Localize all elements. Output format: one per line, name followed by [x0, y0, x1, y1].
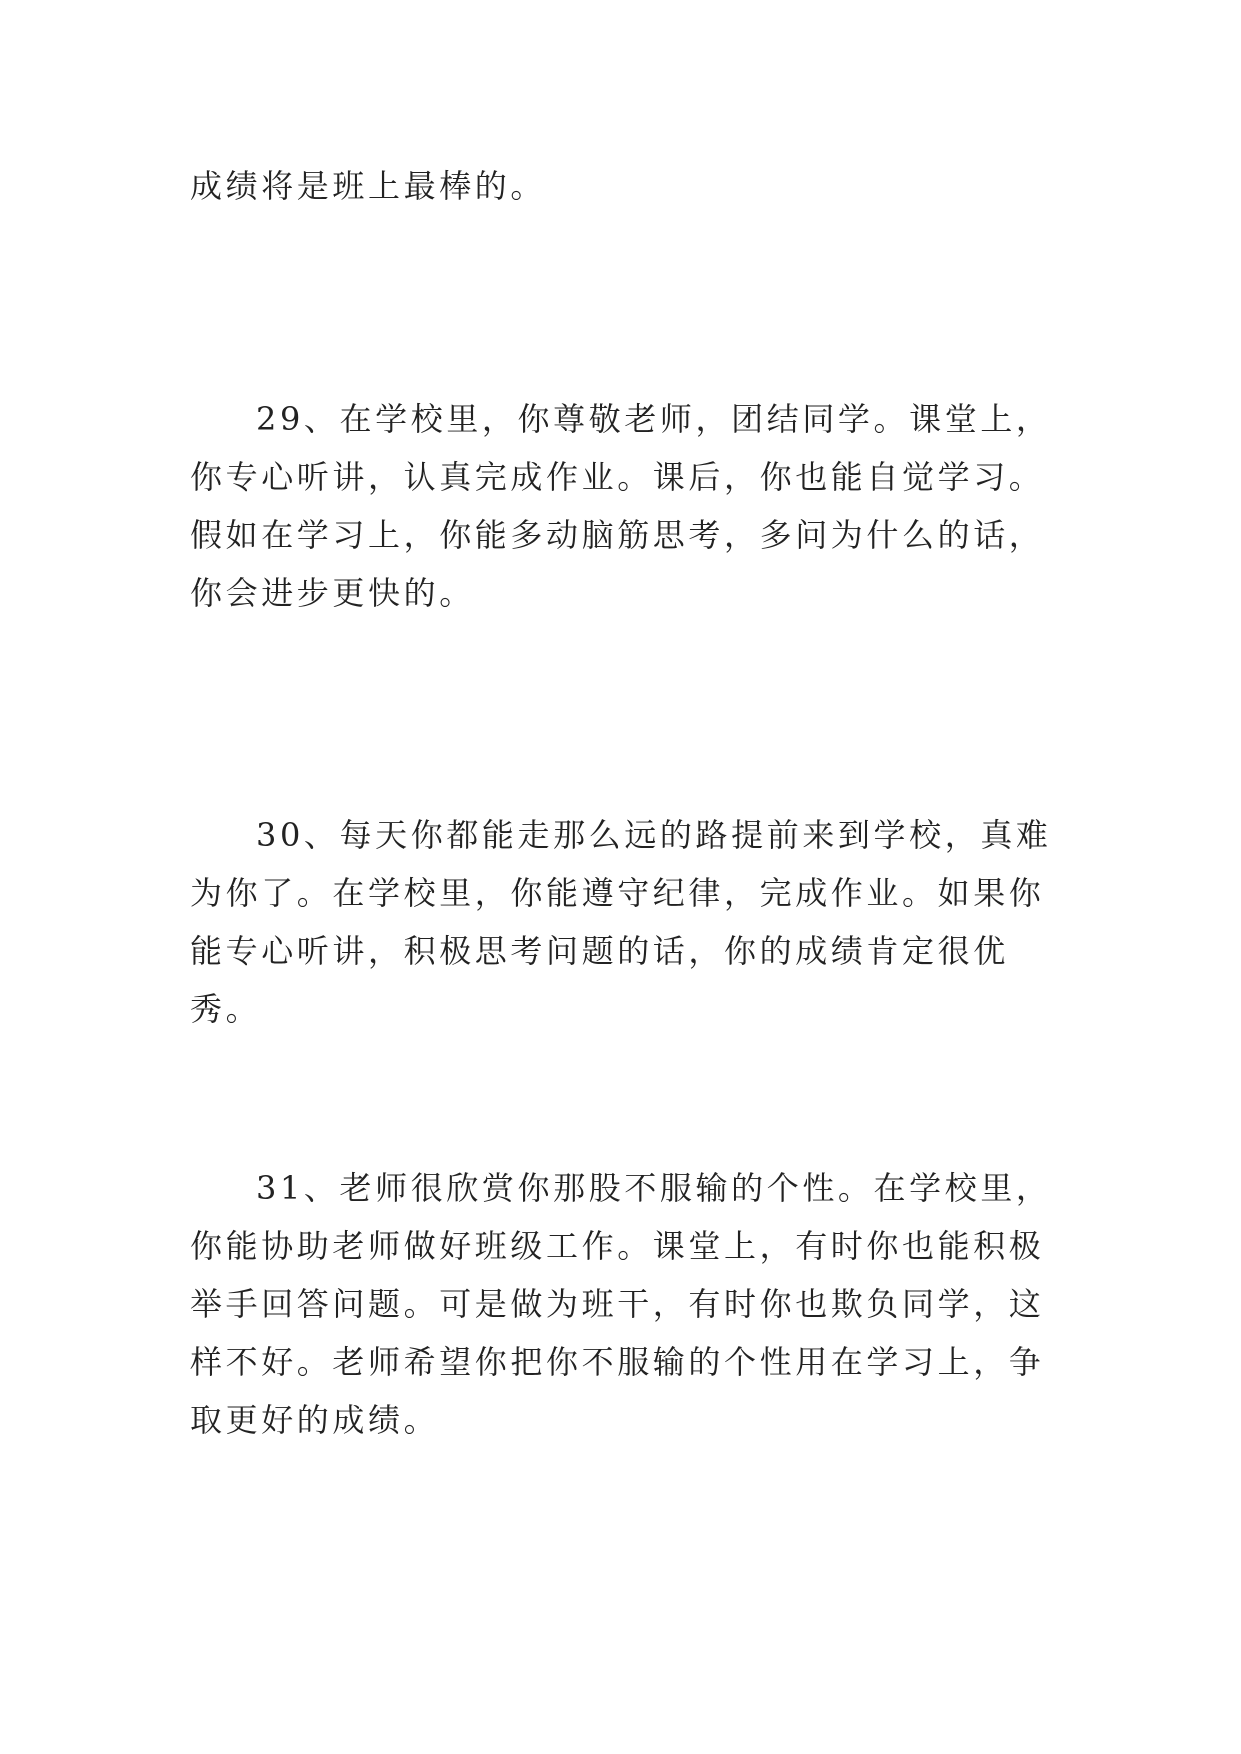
continued-paragraph: 成绩将是班上最棒的。: [190, 167, 547, 205]
paragraph-30: 30、每天你都能走那么远的路提前来到学校，真难为你了。在学校里，你能遵守纪律，完成作业。如果你能专心听讲，积极思考问题的话，你的成绩肯定很优秀。: [190, 816, 1052, 1028]
paragraph-31: 31、老师很欣赏你那股不服输的个性。在学校里，你能协助老师做好班级工作。课堂上，有时你也能积极举手回答问题。可是做为班干，有时你也欺负同学，这样不好。老师希望你把你不服输的个性用在学习上，争取更好的成绩。: [190, 1169, 1052, 1439]
paragraph-29: 29、在学校里，你尊敬老师，团结同学。课堂上，你专心听讲，认真完成作业。课后，你也能自觉学习。假如在学习上，你能多动脑筋思考，多问为什么的话，你会进步更快的。: [190, 400, 1052, 612]
